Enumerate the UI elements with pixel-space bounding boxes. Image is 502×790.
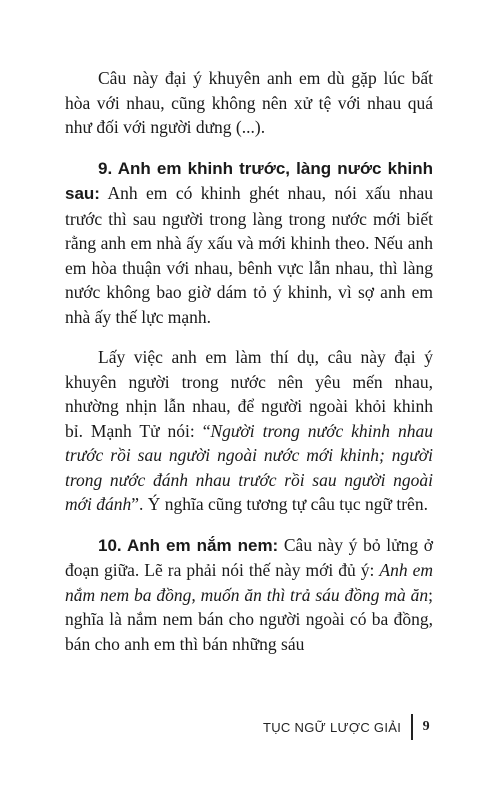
paragraph-3-text-a: Lấy việc anh em làm thí dụ, câu này đại ý khuyên người trong nước nên yêu mến nhau, nhường nhịn lẫn nhau, để người ngoài khỏi khinh bỉ. Mạnh Tử nói: “ [65, 347, 433, 441]
proverb-10-quote: Anh em nắm nem ba đồng, muốn ăn thì trả sáu đồng mà ăn [65, 560, 433, 605]
proverb-10-text-a: Câu này ý bỏ lửng ở đoạn giữa. Lẽ ra phải nói thế này mới đủ ý: [65, 534, 433, 580]
paragraph-proverb-10 [65, 533, 433, 657]
page-number: 9 [422, 719, 430, 734]
paragraph-3 [65, 345, 433, 517]
proverb-9-heading: 9. Anh em khinh trước, làng nước khinh sau: [65, 158, 433, 203]
page-footer [263, 714, 430, 740]
paragraph-proverb-9 [65, 156, 433, 330]
paragraph-1 [65, 66, 433, 140]
proverb-9-text: Anh em có khinh ghét nhau, nói xấu nhau trước thì sau người trong làng trong nước mới biết rằng anh em nhà ấy xấu và mới khinh theo. Nếu anh em hòa thuận với nhau, bênh vực lẫn nhau, thì làng nước không bao giờ dám tỏ ý khinh, vì sợ anh em nhà ấy thế lực mạnh. [65, 183, 433, 327]
footer-divider [411, 714, 413, 740]
proverb-10-text-b: ; nghĩa là nắm nem bán cho người ngoài có ba đồng, bán cho anh em thì bán những sáu [65, 584, 433, 654]
page-body [65, 66, 433, 656]
proverb-10-heading: 10. Anh em nắm nem: [98, 535, 279, 555]
mencius-quote: Người trong nước khinh nhau trước rồi sau người ngoài nước mới khinh; người trong nước đánh nhau trước rồi sau người ngoài mới đánh [65, 420, 433, 514]
paragraph-1-text: Câu này đại ý khuyên anh em dù gặp lúc bất hòa với nhau, cũng không nên xử tệ với nhau quá như đối với người dưng (...). [65, 68, 433, 137]
running-title: TỤC NGỮ LƯỢC GIẢI [263, 719, 402, 735]
paragraph-3-text-b: ”. Ý nghĩa cũng tương tự câu tục ngữ trên. [131, 494, 428, 514]
